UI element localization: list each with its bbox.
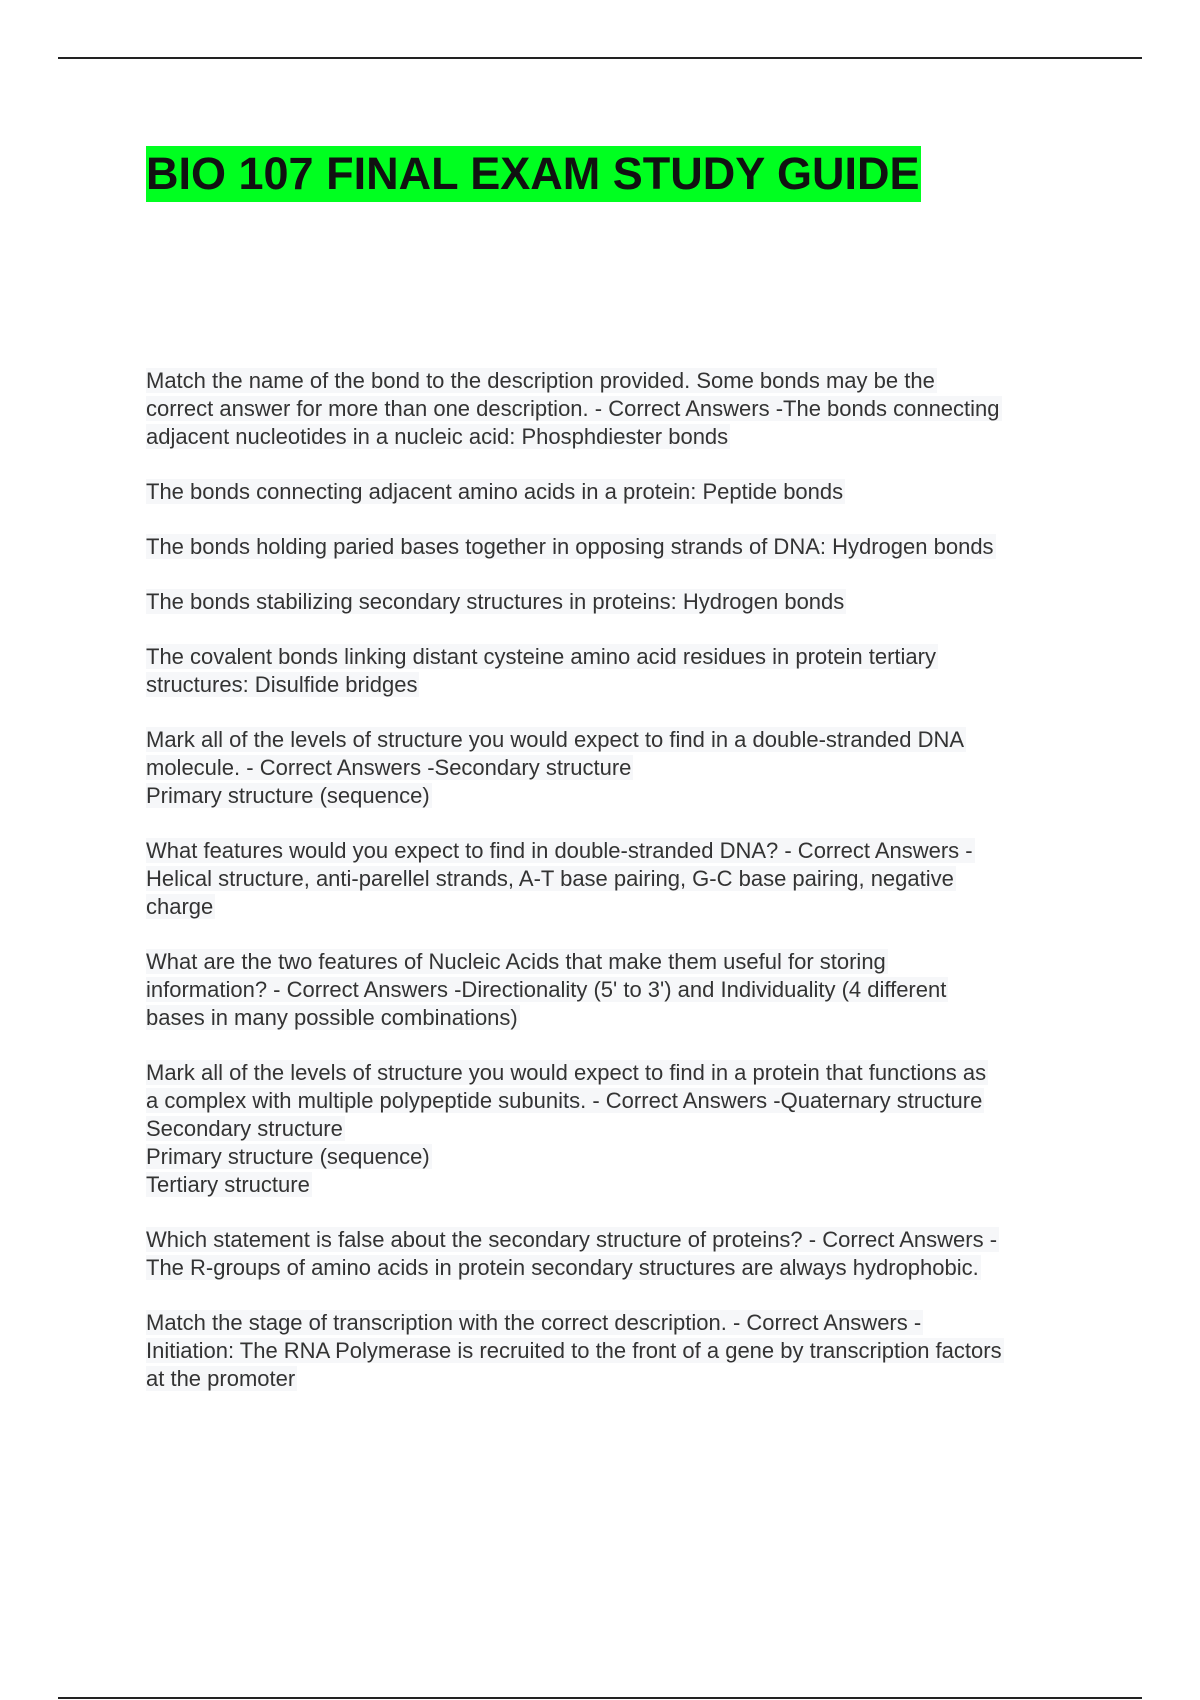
paragraph-line: [146, 1004, 1086, 1032]
paragraph-line-text: structures: Disulfide bridges: [146, 672, 418, 697]
qa-paragraph: [146, 1226, 1086, 1282]
paragraph-line-text: What features would you expect to find in double-stranded DNA? - Correct Answers -: [146, 838, 973, 863]
paragraph-line: [146, 865, 1086, 893]
paragraph-line-text: The covalent bonds linking distant cysteine amino acid residues in protein tertiary: [146, 644, 936, 669]
paragraph-line-text: information? - Correct Answers -Directionality (5' to 3') and Individuality (4 different: [146, 977, 947, 1002]
paragraph-line: [146, 1226, 1086, 1254]
paragraph-line: [146, 1059, 1086, 1087]
header-rule: [58, 57, 1142, 59]
paragraph-line: [146, 423, 1086, 451]
paragraph-line-text: bases in many possible combinations): [146, 1005, 518, 1030]
paragraph-line-text: Match the stage of transcription with the correct description. - Correct Answers -: [146, 1310, 922, 1335]
qa-paragraph: [146, 533, 1086, 561]
qa-paragraph: [146, 1059, 1086, 1199]
paragraph-line-text: The bonds connecting adjacent amino acids in a protein: Peptide bonds: [146, 479, 844, 504]
title-block: [146, 146, 921, 202]
paragraph-line: [146, 1143, 1086, 1171]
qa-paragraph: [146, 837, 1086, 921]
paragraph-line-text: The bonds stabilizing secondary structures in proteins: Hydrogen bonds: [146, 589, 845, 614]
qa-paragraph: [146, 478, 1086, 506]
paragraph-line: [146, 1087, 1086, 1115]
qa-paragraph: [146, 948, 1086, 1032]
paragraph-line-text: Primary structure (sequence): [146, 1144, 430, 1169]
paragraph-line: [146, 478, 1086, 506]
paragraph-line-text: Helical structure, anti-parellel strands, A-T base pairing, G-C base pairing, negative: [146, 866, 954, 891]
paragraph-line-text: charge: [146, 894, 214, 919]
qa-paragraph: [146, 588, 1086, 616]
paragraph-line-text: adjacent nucleotides in a nucleic acid: Phosphdiester bonds: [146, 424, 729, 449]
paragraph-line-text: Mark all of the levels of structure you would expect to find in a protein that functions as: [146, 1060, 987, 1085]
paragraph-line: [146, 588, 1086, 616]
paragraph-line-text: Tertiary structure: [146, 1172, 310, 1197]
paragraph-line-text: The R-groups of amino acids in protein secondary structures are always hydrophobic.: [146, 1255, 979, 1280]
paragraph-line-text: Mark all of the levels of structure you would expect to find in a double-stranded DNA: [146, 727, 965, 752]
document-title: BIO 107 FINAL EXAM STUDY GUIDE: [146, 146, 921, 202]
paragraph-line: [146, 754, 1086, 782]
paragraph-line-text: Match the name of the bond to the description provided. Some bonds may be the: [146, 368, 935, 393]
qa-paragraph: [146, 643, 1086, 699]
paragraph-line: [146, 976, 1086, 1004]
paragraph-line-text: What are the two features of Nucleic Acids that make them useful for storing: [146, 949, 886, 974]
paragraph-line: [146, 671, 1086, 699]
paragraph-line-text: The bonds holding paried bases together in opposing strands of DNA: Hydrogen bonds: [146, 534, 994, 559]
footer-rule: [58, 1697, 1142, 1699]
paragraph-line-text: molecule. - Correct Answers -Secondary structure: [146, 755, 632, 780]
paragraph-line-text: a complex with multiple polypeptide subunits. - Correct Answers -Quaternary structure: [146, 1088, 983, 1113]
paragraph-line-text: Which statement is false about the secondary structure of proteins? - Correct Answers -: [146, 1227, 998, 1252]
paragraph-line-text: Primary structure (sequence): [146, 783, 430, 808]
paragraph-line: [146, 837, 1086, 865]
paragraph-line: [146, 948, 1086, 976]
paragraph-line: [146, 1337, 1086, 1365]
paragraph-line: [146, 782, 1086, 810]
paragraph-line: [146, 1115, 1086, 1143]
paragraph-line-text: correct answer for more than one description. - Correct Answers -The bonds connecting: [146, 396, 1000, 421]
paragraph-line-text: Initiation: The RNA Polymerase is recruited to the front of a gene by transcription factors: [146, 1338, 1002, 1363]
paragraph-line-text: at the promoter: [146, 1366, 296, 1391]
qa-paragraph: [146, 367, 1086, 451]
paragraph-line: [146, 643, 1086, 671]
qa-paragraph: [146, 726, 1086, 810]
paragraph-line-text: Secondary structure: [146, 1116, 343, 1141]
paragraph-line: [146, 395, 1086, 423]
paragraph-line: [146, 533, 1086, 561]
study-guide-content: [146, 367, 1086, 1420]
paragraph-line: [146, 893, 1086, 921]
paragraph-line: [146, 367, 1086, 395]
qa-paragraph: [146, 1309, 1086, 1393]
paragraph-line: [146, 726, 1086, 754]
paragraph-line: [146, 1365, 1086, 1393]
paragraph-line: [146, 1254, 1086, 1282]
paragraph-line: [146, 1309, 1086, 1337]
paragraph-line: [146, 1171, 1086, 1199]
